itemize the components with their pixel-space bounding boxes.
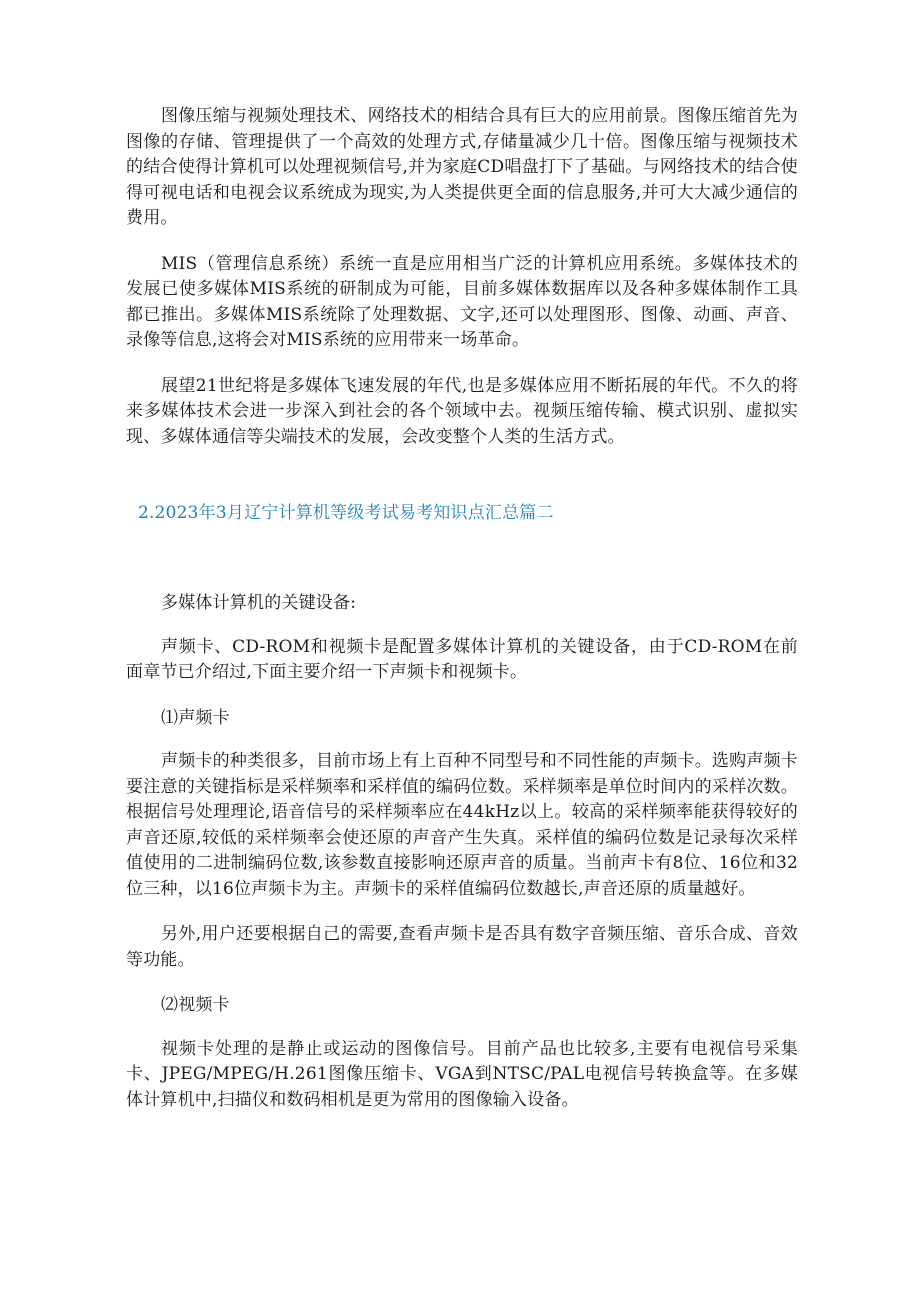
paragraph-sound-card-features: 另外,用户还要根据自己的需要,查看声频卡是否具有数字音频压缩、音乐合成、音效等功能。 (126, 924, 798, 970)
paragraph-key-devices-intro: 多媒体计算机的关键设备: (161, 593, 357, 613)
paragraph-sound-card-specs: 声频卡的种类很多，目前市场上有上百种不同型号和不同性能的声频卡。选购声频卡要注意的关键指标是采样频率和采样值的编码位数。采样频率是单位时间内的采样次数。根据信号处理理论,语音信号的采样频率应在44kHz以上。较高的采样频率能获得较好的声音还原,较低的采样频率会使还原的声音产生失真。采样值的编码位数是记录每次采样值使用的二进制编码位数,该参数直接影响还原声音的质量。当前声卡有8位、16位和32位三种，以16位声频卡为主。声频卡的采样值编码位数越长,声音还原的质量越好。 (126, 751, 798, 899)
section-heading-2: 2.2023年3月辽宁计算机等级考试易考知识点汇总篇二 (138, 503, 554, 523)
paragraph-future-outlook: 展望21世纪将是多媒体飞速发展的年代,也是多媒体应用不断拓展的年代。不久的将来多媒体技术会进一步深入到社会的各个领域中去。视频压缩传输、模式识别、虚拟实现、多媒体通信等尖端技术的发展，会改变整个人类的生活方式。 (126, 375, 798, 447)
paragraph-video-card: 视频卡处理的是静止或运动的图像信号。目前产品也比较多,主要有电视信号采集卡、JPEG/MPEG/H.261图像压缩卡、VGA到NTSC/PAL电视信号转换盒等。在多媒体计算机中,扫描仪和数码相机是更为常用的图像输入设备。 (126, 1038, 798, 1110)
section-2-body (126, 591, 798, 1113)
paragraph-mis-system: MIS（管理信息系统）系统一直是应用相当广泛的计算机应用系统。多媒体技术的发展已使多媒体MIS系统的研制成为可能，目前多媒体数据库以及各种多媒体制作工具都已推出。多媒体MIS系统除了处理数据、文字,还可以处理图形、图像、动画、声音、录像等信息,这将会对MIS系统的应用带来一场革命。 (126, 253, 798, 350)
subheading-video-card: ⑵视频卡 (161, 995, 230, 1015)
paragraph-image-compression: 图像压缩与视频处理技术、网络技术的相结合具有巨大的应用前景。图像压缩首先为图像的存储、管理提供了一个高效的处理方式,存储量减少几十倍。图像压缩与视频技术的结合使得计算机可以处理视频信号,并为家庭CD唱盘打下了基础。与网络技术的结合使得可视电话和电视会议系统成为现实,为人类提供更全面的信息服务,并可大大减少通信的费用。 (126, 106, 798, 228)
subheading-sound-card: ⑴声频卡 (161, 707, 230, 728)
paragraph-key-devices: 声频卡、CD-ROM和视频卡是配置多媒体计算机的关键设备，由于CD-ROM在前面章节已介绍过,下面主要介绍一下声频卡和视频卡。 (126, 636, 798, 682)
